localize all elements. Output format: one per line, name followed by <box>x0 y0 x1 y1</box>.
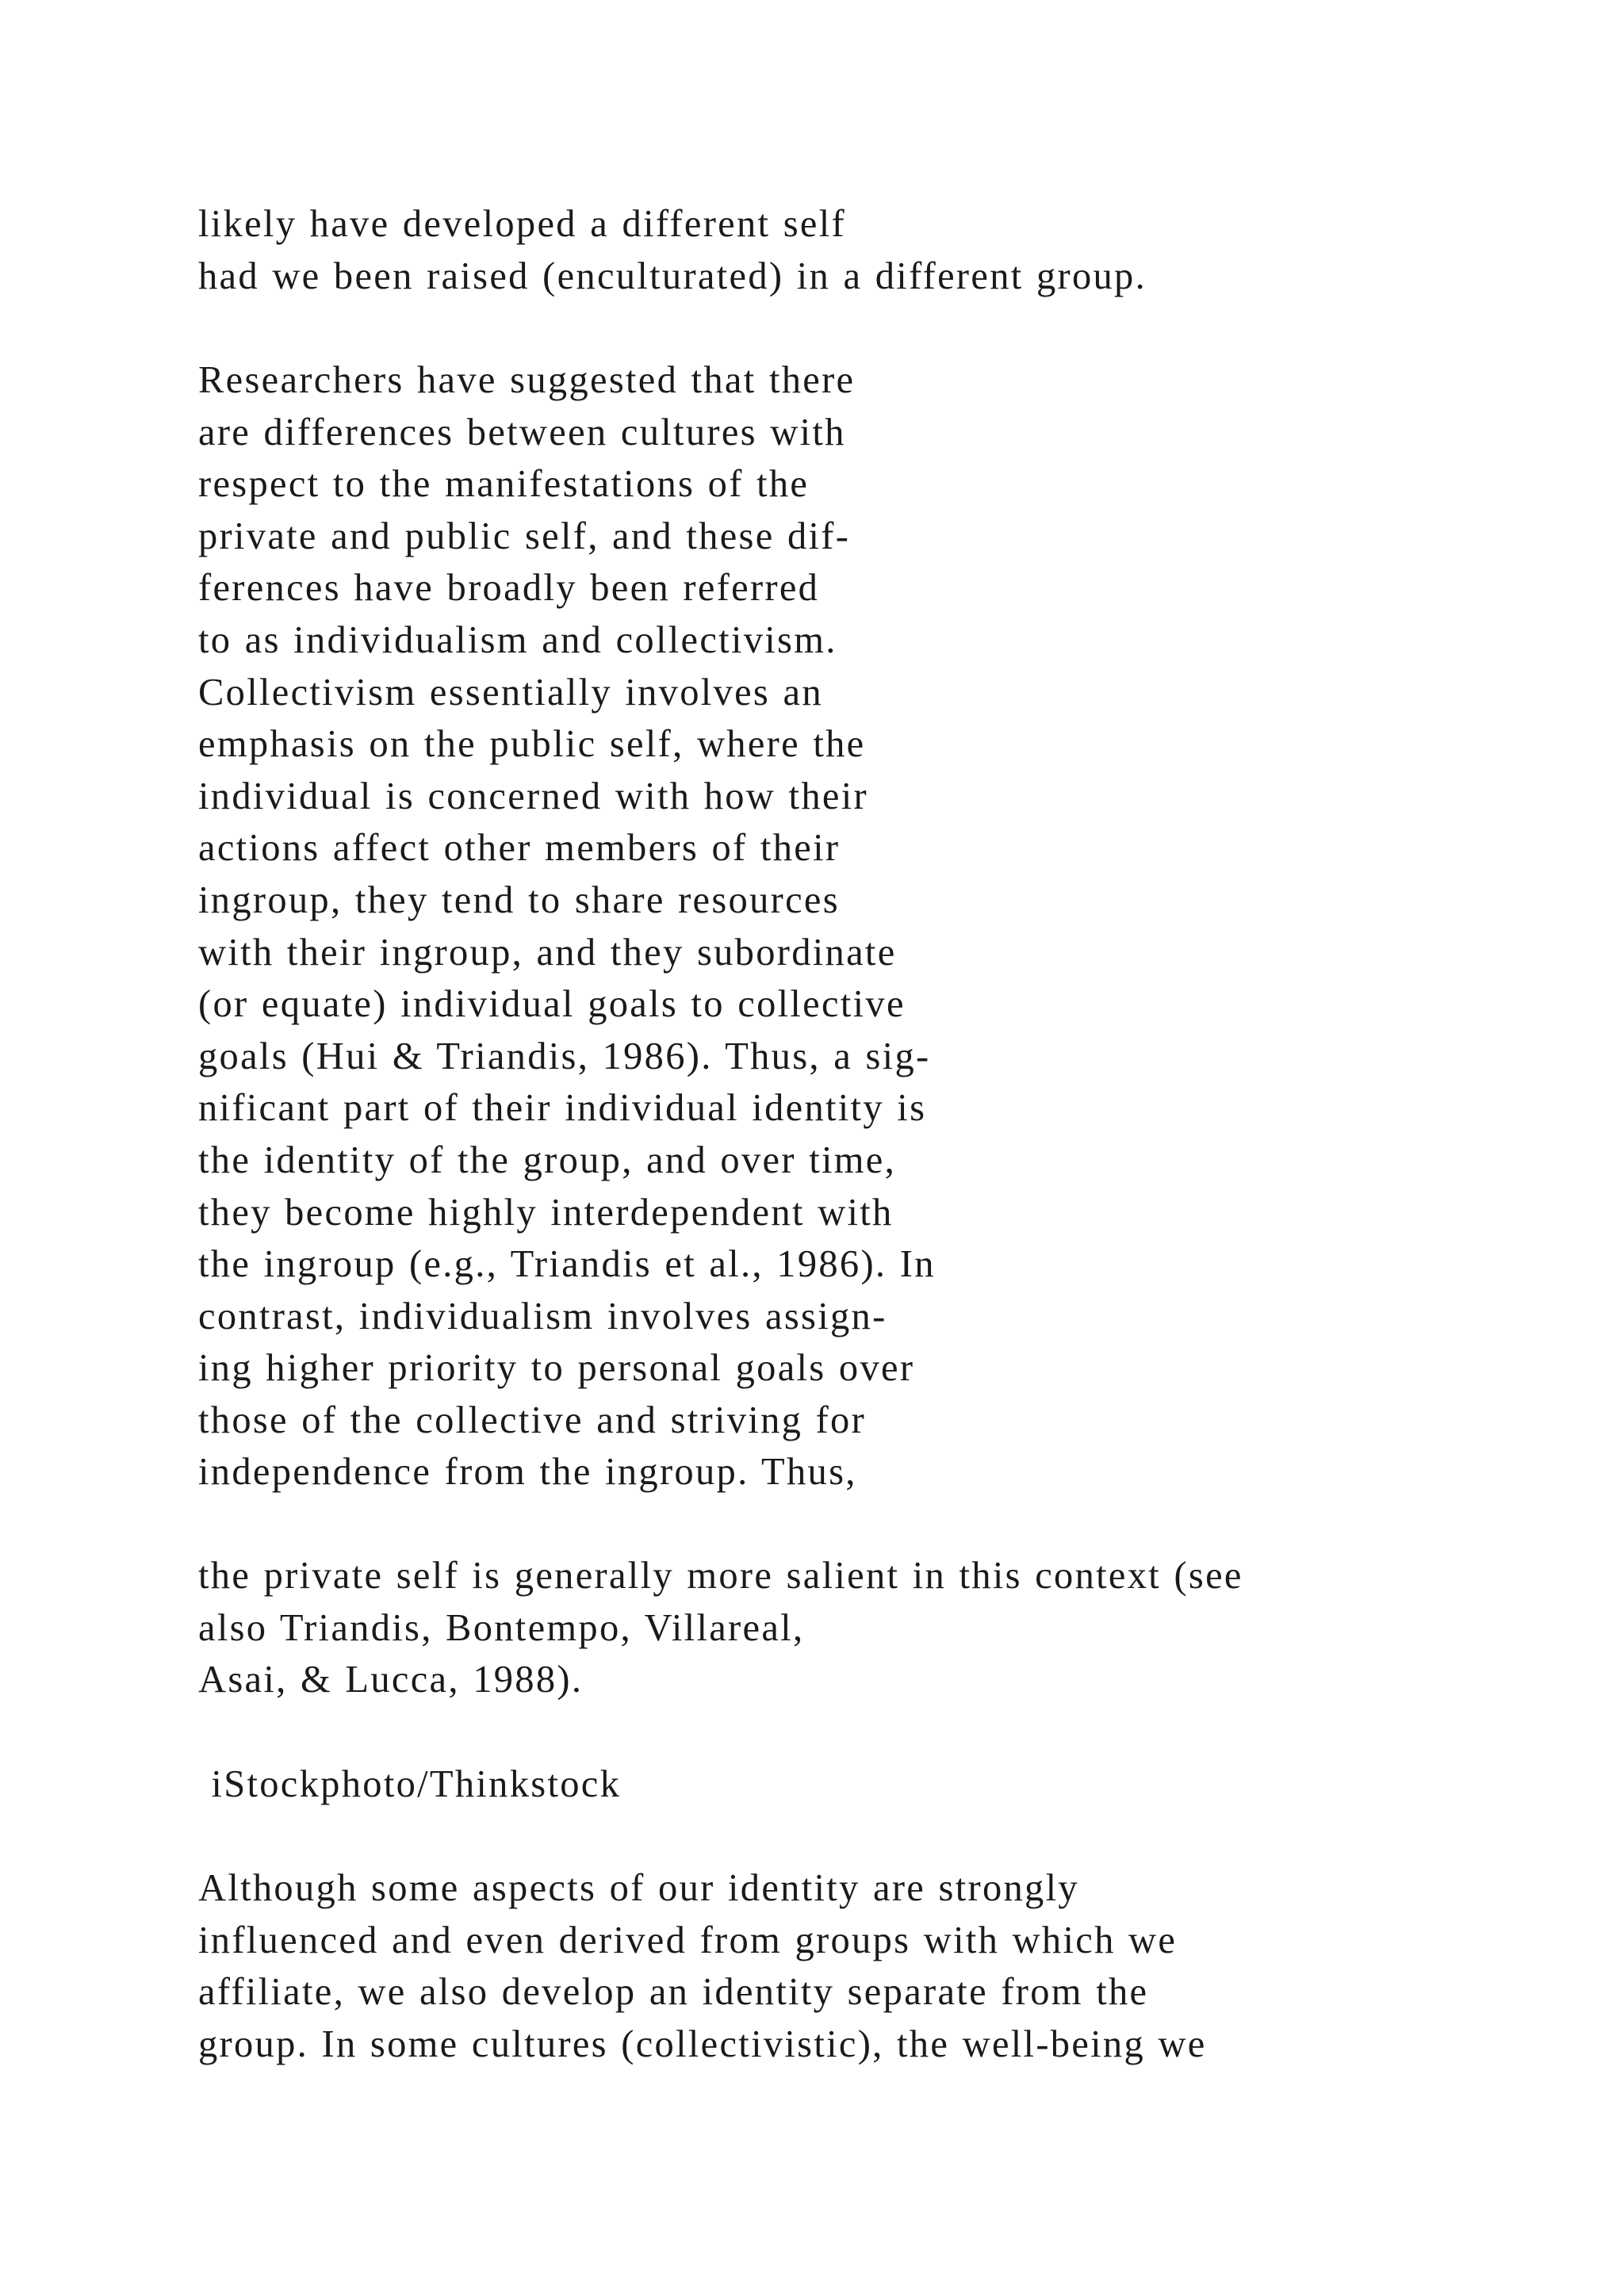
text-line: the ingroup (e.g., Triandis et al., 1986). In <box>198 1243 936 1286</box>
text-line: ing higher priority to personal goals over <box>198 1347 915 1390</box>
text-line: likely have developed a different self <box>198 203 846 245</box>
text-line: with their ingroup, and they subordinate <box>198 931 897 974</box>
paragraph-enculturation <box>198 198 1594 302</box>
text-line: had we been raised (enculturated) in a different group. <box>198 254 1147 297</box>
text-line: private and public self, and these dif- <box>198 515 851 557</box>
photo-credit-text: iStockphoto/Thinkstock <box>198 1763 622 1805</box>
text-line: (or equate) individual goals to collective <box>198 983 906 1026</box>
text-line: ferences have broadly been referred <box>198 567 820 610</box>
text-line: Asai, & Lucca, 1988). <box>198 1659 584 1701</box>
text-line: Although some aspects of our identity are strongly <box>198 1867 1079 1909</box>
text-line: emphasis on the public self, where the <box>198 723 866 766</box>
text-line: individual is concerned with how their <box>198 775 868 817</box>
paragraph-private-self <box>198 1550 1594 1706</box>
text-line: Collectivism essentially involves an <box>198 671 823 714</box>
text-line: independence from the ingroup. Thus, <box>198 1451 857 1494</box>
text-line: influenced and even derived from groups with which we <box>198 1919 1178 1961</box>
text-line: contrast, individualism involves assign- <box>198 1295 887 1337</box>
text-line: to as individualism and collectivism. <box>198 618 837 661</box>
text-line: goals (Hui & Triandis, 1986). Thus, a sig- <box>198 1035 931 1077</box>
text-line: respect to the manifestations of the <box>198 463 810 506</box>
paragraph-individualism-collectivism <box>198 354 1594 1498</box>
text-line: actions affect other members of their <box>198 827 841 870</box>
text-line: Researchers have suggested that there <box>198 359 856 401</box>
text-line: group. In some cultures (collectivistic), the well-being we <box>198 2022 1207 2065</box>
text-line: nificant part of their individual identity is <box>198 1087 927 1130</box>
text-line: the private self is generally more salient in this context (see <box>198 1555 1243 1597</box>
text-line: the identity of the group, and over time, <box>198 1138 897 1181</box>
text-line: also Triandis, Bontempo, Villareal, <box>198 1606 805 1649</box>
text-line: affiliate, we also develop an identity separate from the <box>198 1971 1149 2014</box>
paragraph-identity <box>198 1862 1594 2070</box>
text-line: those of the collective and striving for <box>198 1399 867 1441</box>
photo-credit <box>198 1758 1594 1811</box>
text-line: are differences between cultures with <box>198 411 846 453</box>
text-line: they become highly interdependent with <box>198 1191 894 1234</box>
text-line: ingroup, they tend to share resources <box>198 878 840 921</box>
